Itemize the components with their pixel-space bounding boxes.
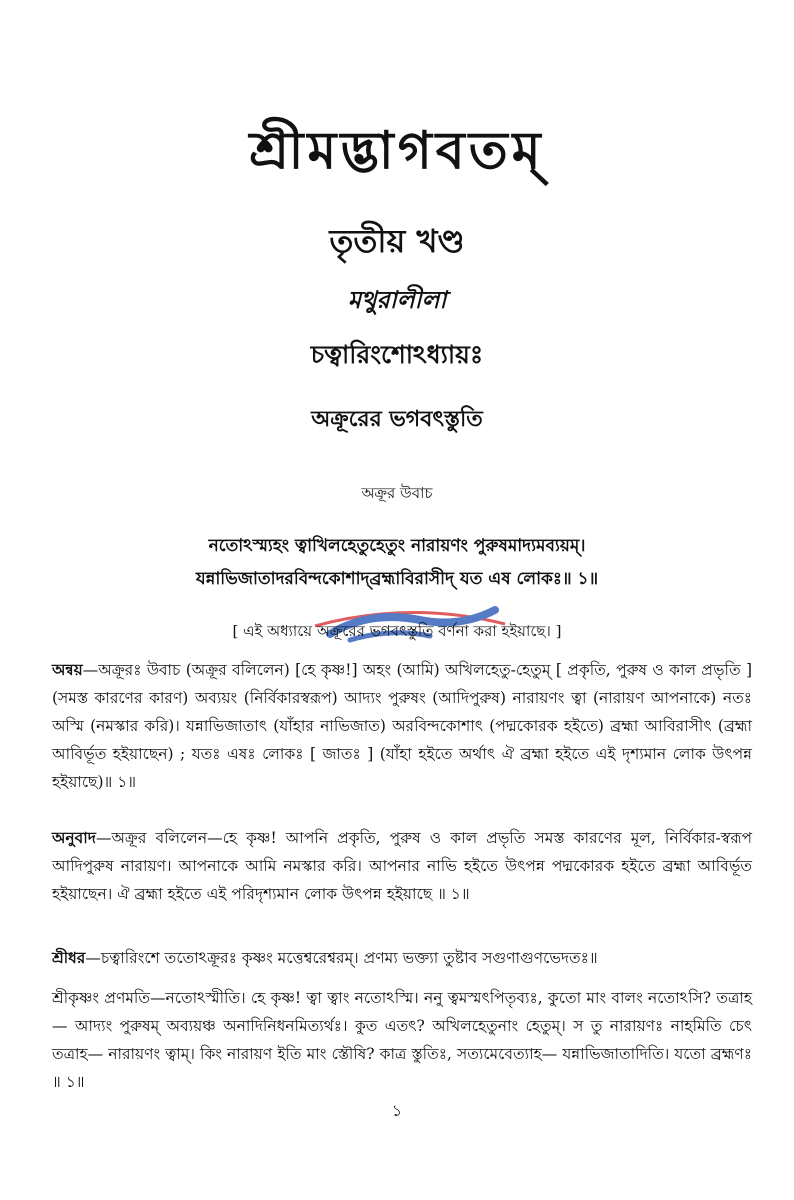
sridhar-paragraph xyxy=(52,944,752,972)
anubad-text: —অক্রূর বলিলেন—হে কৃষ্ণ! আপনি প্রকৃতি, পুরুষ ও কাল প্রভৃতি সমস্ত কারণের মূল, নির্বিকার-স্বরূপ আদিপুরুষ নারায়ণ। আপনাকে আমি নমস্কার করি। আপনার নাভি হইতে উৎপন্ন পদ্মকোরক হইতে ব্রহ্মা আবির্ভূত হইয়াছেন। ঐ ব্রহ্মা হইতে এই পরিদৃশ্যমান লোক উৎপন্ন হইয়াছে ॥ ১॥ xyxy=(52,829,752,903)
verse-line-1: নতোঽস্ম্যহং ত্বাখিলহেতুহেতুং নারায়ণং পুরুষমাদ্যমব্যয়ম্। xyxy=(208,536,586,556)
sridhar-label: শ্রীধর xyxy=(52,948,86,967)
book-title: শ্রীমদ্ভাগবতম্ xyxy=(249,120,545,181)
sridhar-text: —চত্বারিংশে ততোঽক্রূরঃ কৃষ্ণং মত্তেশ্বরেশ্বরম্। প্রণম্য ভক্ত্যা তুষ্টাব সগুণাগুণভেদতঃ॥ xyxy=(85,949,598,967)
volume-heading: তৃতীয় খণ্ড xyxy=(329,222,465,260)
verse-line-2: যন্নাভিজাতাদরবিন্দকোশাদ্‌ব্রহ্মাবিরাসীদ্ যত এষ লোকঃ॥ ১॥ xyxy=(195,569,599,589)
anvaya-text: —অক্রূরঃ উবাচ (অক্রূর বলিলেন) [হে কৃষ্ণ!] অহং (আমি) অখিলহেতু-হেতুম্ [ প্রকৃতি, পুরুষ ও কাল প্রভৃতি ] (সমস্ত কারণের কারণ) অব্যয়ং (নির্বিকারস্বরূপ) আদ্যং পুরুষং (আদিপুরুষ) নারায়ণং ত্বা (নারায়ণ আপনাকে) নতঃ অস্মি (নমস্কার করি)। যন্নাভিজাতাৎ (যাঁহার নাভিজাত) অরবিন্দকোশাৎ (পদ্মকোরক হইতে) ব্রহ্মা আবিরাসীৎ (ব্রহ্মা আবির্ভূত হইয়াছেন) ; যতঃ এষঃ লোকঃ [ জাতঃ ] (যাঁহা হইতে অর্থাৎ ঐ ব্রহ্মা হইতে এই দৃশ্যমান লোক উৎপন্ন হইয়াছে)॥ ১॥ xyxy=(52,661,752,791)
anvaya-label: অন্বয় xyxy=(52,660,83,679)
speaker-line: অক্রূর উবাচ xyxy=(361,484,433,502)
chapter-heading: চত্বারিংশোঽধ্যায়ঃ xyxy=(310,340,484,369)
page-number: ১ xyxy=(391,1101,403,1120)
commentary-paragraph: শ্রীকৃষ্ণং প্রণমতি—নতোঽস্মীতি। হে কৃষ্ণ! ত্বা ত্বাং নতোঽস্মি। ননু ত্বমস্মৎপিতৃব্যঃ, কুতো মাং বালং নতোঽসি? তত্রাহ— আদ্যং পুরুষম্ অব্যয়ঞ্চ অনাদিনিধনমিত্যর্থঃ। কুত এতৎ? অখিলহেতুনাং হেতুম্। স তু নারায়ণঃ নাহমিতি চেৎ তত্রাহ— নারায়ণং ত্বাম্। কিং নারায়ণ ইতি মাং স্তৌষি? কাত্র স্তুতিঃ, সত্যমেবেত্যাহ— যন্নাভিজাতাদিতি। যতো ব্রহ্মণঃ ॥ ১॥ xyxy=(52,989,752,1091)
lila-heading: মথুরালীলা xyxy=(347,285,447,314)
chapter-summary: [ এই অধ্যায়ে অক্রূরের ভগবৎস্তুতি বর্ণনা করা হইয়াছে। ] xyxy=(232,622,562,640)
anvaya-paragraph xyxy=(52,656,752,796)
anubad-paragraph xyxy=(52,824,752,908)
anubad-label: অনুবাদ xyxy=(52,828,96,847)
chapter-subtitle: অক্রূরের ভগবৎস্তুতি xyxy=(311,406,483,432)
